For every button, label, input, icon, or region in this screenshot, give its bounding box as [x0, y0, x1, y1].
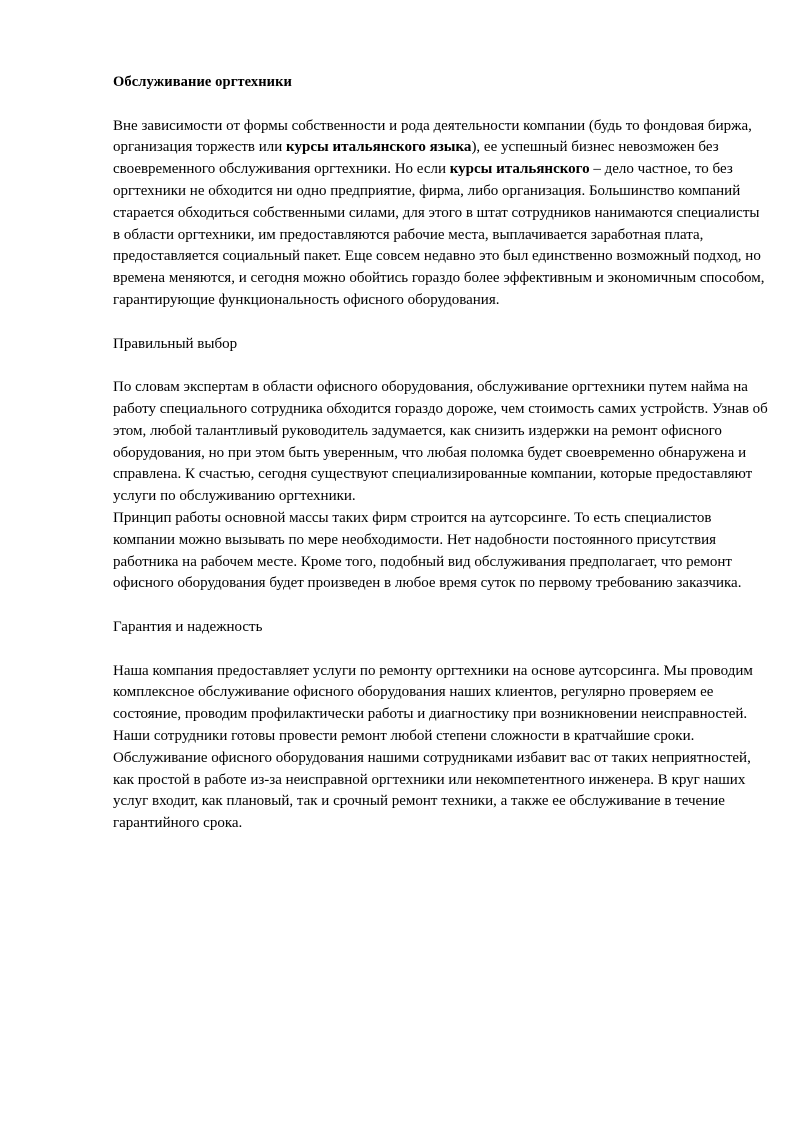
guarantee-paragraph: [113, 661, 768, 835]
body-text: Принцип работы основной массы таких фирм строится на аутсорсинге. То есть специалистов компании можно вызывать по мере необходимости. Нет надобности постоянного присутствия работника на рабочем месте. Кроме того, подобный вид обслуживания предполагает, что ремонт офисного оборудования будет произведен в любое время суток по первому требованию заказчика.: [113, 509, 742, 592]
body-text: Наша компания предоставляет услуги по ремонту оргтехники на основе аутсорсинга. Мы проводим комплексное обслуживание офисного оборудования наших клиентов, регулярно проверяем ее состояние, проводим профилактически работы и диагностику при возникновении неисправностей. Наши сотрудники готовы провести ремонт любой степени сложности в кратчайшие сроки.: [113, 662, 753, 744]
section-heading-guarantee: Гарантия и надежность: [113, 618, 263, 635]
body-text: По словам экспертам в области офисного оборудования, обслуживание оргтехники путем найма на работу специального сотрудника обходится гораздо дороже, чем стоимость самих устройств. Узнав об этом, любой талантливый руководитель задумается, как снизить издержки на ремонт офисного оборудования, но при этом быть уверенным, что любая поломка будет своевременно обнаружена и справлена. К счастью, сегодня существуют специализированные компании, которые предоставляют услуги по обслуживанию оргтехники.: [113, 379, 768, 505]
emphasis-text: курсы итальянского: [449, 161, 590, 178]
body-text: Вне зависимости от формы собственности и рода деятельности компании (будь то фондовая биржа, организация торжеств или: [113, 117, 752, 156]
document-title: Обслуживание оргтехники: [113, 74, 293, 90]
intro-paragraph: [113, 116, 768, 312]
body-text: – дело частное, то без оргтехники не обходится ни одно предприятие, фирма, либо организация. Большинство компаний старается обходиться собственными силами, для этого в штат сотрудников нанимаются специалисты в области оргтехники, им предоставляются рабочие места, выплачивается заработная плата, предоставляется социальный пакет. Еще совсем недавно это был единственно возможный подход, но времена меняются, и сегодня можно обойтись гораздо более эффективным и экономичным способом, гарантирующие функциональность офисного оборудования.: [113, 161, 765, 308]
emphasis-text: курсы итальянского языка: [286, 139, 472, 156]
section-heading-right-choice: Правильный выбор: [113, 335, 238, 352]
document-content: [113, 72, 768, 835]
body-text: ), ее успешный бизнес невозможен без своевременного обслуживания оргтехники. Но если: [113, 139, 719, 178]
right-choice-paragraph: [113, 377, 768, 595]
body-text: Обслуживание офисного оборудования нашими сотрудниками избавит вас от таких неприятностей, как простой в работе из-за неисправной оргтехники или некомпетентного инженера. В круг наших услуг входит, как плановый, так и срочный ремонт техники, а также ее обслуживание в течение гарантийного срока.: [113, 749, 751, 832]
